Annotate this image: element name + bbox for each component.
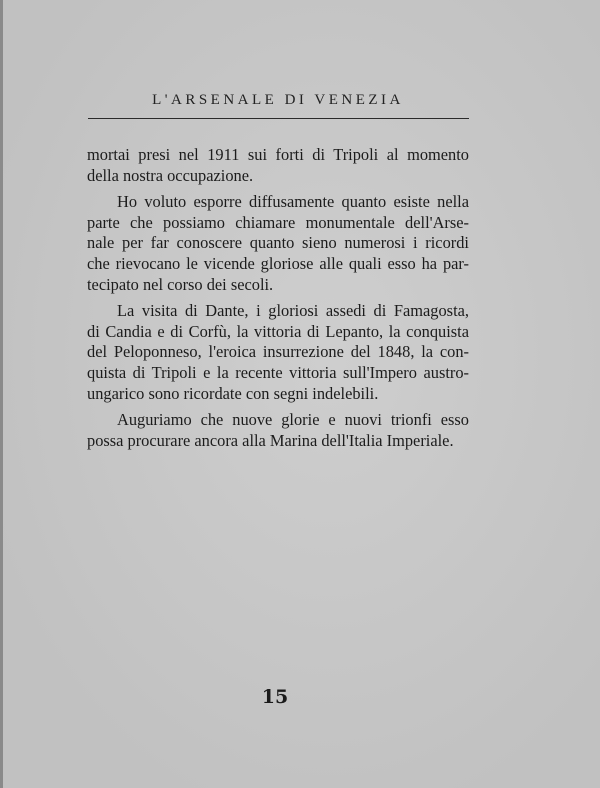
paragraph-3 (87, 301, 469, 404)
text-line: Auguriamo che nuove glorie e nuovi trionfi esso (117, 410, 469, 430)
text-line: quista di Tripoli e la recente vittoria sull'Impero austro- (87, 362, 469, 382)
paragraph-4 (87, 410, 469, 451)
text-line: della nostra occupazione. (87, 165, 254, 185)
page-spine-edge (0, 0, 3, 788)
page-number: 15 (261, 686, 289, 708)
text-line: La visita di Dante, i gloriosi assedi di Famagosta, (117, 301, 469, 321)
text-line: possa procurare ancora alla Marina dell'Italia Imperiale. (87, 430, 454, 450)
text-line: tecipato nel corso dei secoli. (87, 274, 274, 294)
paragraph-1 (87, 145, 469, 186)
text-line: ungarico sono ricordate con segni indelebili. (87, 383, 379, 403)
header-rule (88, 118, 469, 119)
text-line: di Candia e di Corfù, la vittoria di Lepanto, la conquista (87, 321, 469, 341)
running-header: L'ARSENALE DI VENEZIA (152, 92, 404, 108)
text-line: Ho voluto esporre diffusamente quanto esiste nella (117, 192, 469, 212)
body-text (87, 145, 469, 457)
text-line: mortai presi nel 1911 sui forti di Tripoli al momento (87, 145, 469, 164)
paragraph-2 (87, 192, 469, 295)
text-line: che rievocano le vicende gloriose alle quali esso ha par- (87, 253, 469, 273)
text-line: nale per far conoscere quanto sieno numerosi i ricordi (87, 233, 469, 253)
text-line: parte che possiamo chiamare monumentale dell'Arse- (87, 212, 469, 232)
text-line: del Peloponneso, l'eroica insurrezione del 1848, la con- (87, 342, 469, 362)
